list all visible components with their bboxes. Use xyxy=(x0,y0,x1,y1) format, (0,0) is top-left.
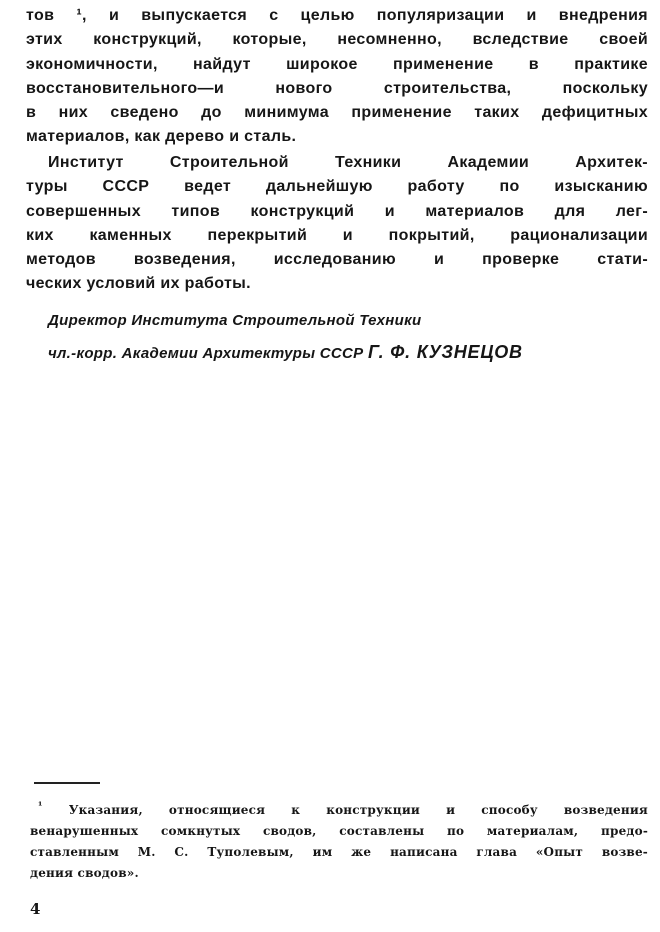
paragraph-1 xyxy=(26,4,648,150)
footnote-marker: ¹ xyxy=(38,801,43,812)
paragraph-2-line: совершенных типов конструкций и материалов для лег- xyxy=(26,202,648,220)
paragraph-2-line: ких каменных перекрытий и покрытий, рационализации xyxy=(26,226,648,244)
paragraph-2-line: методов возведения, исследованию и проверке стати- xyxy=(26,251,648,269)
signature-name: Г. Ф. КУЗНЕЦОВ xyxy=(367,342,523,362)
page-number: 4 xyxy=(30,900,41,918)
footnote-line: дения сводов». xyxy=(30,866,139,880)
paragraph-2-line: ческих условий их работы. xyxy=(26,275,251,293)
footnote-line-text: Указания, относящиеся к конструкции и способу возведения xyxy=(68,803,648,817)
footnote-line xyxy=(30,800,648,821)
signature-affiliation: чл.-корр. Академии Архитектуры СССР xyxy=(48,345,364,362)
signature-author xyxy=(48,342,523,363)
footnote-divider xyxy=(34,782,100,784)
paragraph-1-line: материалов, как дерево и сталь. xyxy=(26,128,297,146)
footnote-line: венарушенных сомкнутых сводов, составлены по материалам, предо- xyxy=(30,824,648,838)
paragraph-2 xyxy=(26,151,648,297)
footnote xyxy=(30,800,648,884)
paragraph-1-line: тов ¹, и выпускается с целью популяризации и внедрения xyxy=(26,7,648,24)
paragraph-1-line: восстановительного—и нового строительства, поскольку xyxy=(26,79,648,97)
paragraph-2-line: туры СССР ведет дальнейшую работу по изысканию xyxy=(26,178,648,196)
paragraph-1-line: в них сведено до минимума применение таких дефицитных xyxy=(26,104,648,122)
footnote-line: ставленным М. С. Туполевым, им же написана глава «Опыт возве- xyxy=(30,845,648,859)
paragraph-1-line: экономичности, найдут широкое применение в практике xyxy=(26,55,648,73)
paragraph-2-line: Институт Строительной Техники Академии Архитек- xyxy=(48,154,648,171)
paragraph-1-line: этих конструкций, которые, несомненно, вследствие своей xyxy=(26,31,648,49)
signature-title: Директор Института Строительной Техники xyxy=(48,312,422,329)
